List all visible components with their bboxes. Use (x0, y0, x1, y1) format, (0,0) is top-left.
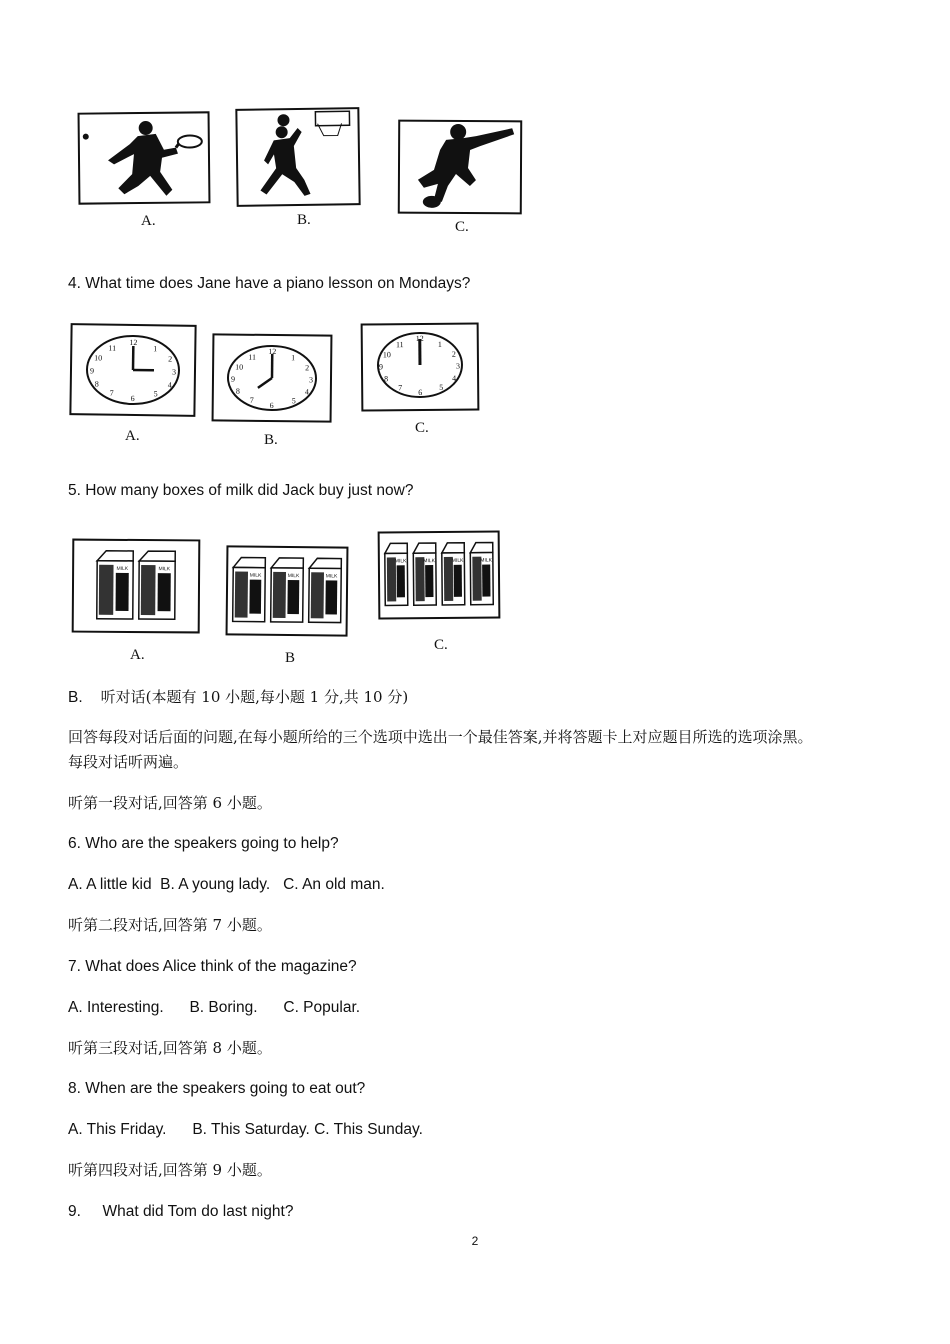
milk-carton-icon (97, 551, 133, 619)
q3-option-b-image (235, 107, 360, 207)
svg-text:7: 7 (109, 388, 114, 398)
q6-question: 6. Who are the speakers going to help? (68, 835, 339, 852)
svg-text:12: 12 (268, 346, 277, 357)
svg-text:2: 2 (168, 354, 173, 364)
svg-text:1: 1 (437, 339, 442, 349)
milk-carton-label: MILK (158, 566, 171, 573)
milk-carton-icon (271, 558, 304, 622)
clock-three-oclock-icon (71, 325, 194, 415)
svg-text:9: 9 (378, 362, 384, 372)
svg-text:10: 10 (235, 362, 244, 372)
section-b-heading (68, 687, 408, 708)
q3-caption-b: B. (297, 212, 311, 228)
svg-text:8: 8 (235, 386, 240, 396)
q7-question: 7. What does Alice think of the magazine? (68, 958, 357, 975)
q4-option-b-image (212, 333, 333, 422)
svg-text:5: 5 (291, 396, 296, 406)
svg-text:4: 4 (167, 380, 172, 390)
q5-caption-a: A. (130, 647, 145, 663)
svg-text:12: 12 (129, 337, 138, 348)
milk-carton-icon (233, 557, 266, 621)
svg-text:8: 8 (384, 374, 389, 384)
section-b-instructions-2: 每段对话听两遍。 (68, 753, 189, 771)
dialog-4-prompt: 听第四段对话,回答第 9 小题。 (68, 1161, 272, 1179)
tennis-player-icon (80, 113, 209, 202)
dialog-2-prompt: 听第二段对话,回答第 7 小题。 (68, 916, 272, 934)
clock-twelve-oclock-icon (363, 325, 478, 410)
q3-caption-a: A. (141, 213, 156, 229)
page-number: 2 (471, 1234, 479, 1248)
svg-text:4: 4 (304, 387, 309, 397)
milk-carton-label: MILK (287, 573, 300, 580)
milk-carton-icon (139, 551, 175, 619)
milk-carton-label: MILK (451, 557, 464, 564)
q5-option-c-image (378, 530, 501, 619)
milk-carton-label: MILK (480, 557, 492, 564)
milk-cartons-four-icon (380, 532, 499, 617)
milk-cartons-three-icon (228, 547, 347, 634)
q4-caption-c: C. (415, 420, 429, 436)
svg-text:7: 7 (249, 395, 254, 405)
milk-carton-icon (442, 543, 465, 605)
milk-cartons-two-icon (74, 541, 199, 632)
svg-text:5: 5 (153, 389, 158, 399)
section-b-instructions-1: 回答每段对话后面的问题,在每小题所给的三个选项中选出一个最佳答案,并将答题卡上对应题目所选的选项涂黑。 (68, 728, 813, 746)
milk-carton-icon (309, 558, 342, 622)
q3-caption-c: C. (455, 219, 469, 235)
q8-question: 8. When are the speakers going to eat out? (68, 1080, 366, 1097)
clock-eight-oclock-icon (214, 335, 331, 420)
svg-text:11: 11 (248, 352, 257, 362)
milk-carton-label: MILK (116, 565, 129, 572)
svg-text:11: 11 (395, 340, 404, 350)
svg-text:7: 7 (398, 383, 403, 393)
svg-text:3: 3 (455, 361, 461, 371)
q4-option-a-image (69, 323, 196, 417)
svg-text:9: 9 (89, 366, 95, 376)
svg-text:5: 5 (439, 382, 444, 392)
q7-options: A. Interesting. B. Boring. C. Popular. (68, 999, 361, 1016)
q4-question: 4. What time does Jane have a piano lesson on Mondays? (68, 275, 471, 292)
svg-text:10: 10 (382, 350, 391, 360)
svg-text:2: 2 (305, 363, 310, 373)
q3-option-c-image (398, 120, 522, 215)
svg-text:6: 6 (130, 393, 135, 404)
svg-text:10: 10 (94, 353, 103, 363)
svg-text:2: 2 (451, 349, 456, 359)
svg-text:6: 6 (418, 387, 423, 398)
q5-question: 5. How many boxes of milk did Jack buy just now? (68, 482, 414, 499)
svg-text:6: 6 (269, 400, 274, 411)
q5-caption-c: C. (434, 637, 448, 653)
svg-text:1: 1 (153, 344, 158, 354)
q5-option-a-image (72, 539, 201, 634)
milk-carton-icon (470, 543, 493, 605)
q3-option-a-image (78, 111, 211, 204)
q5-option-b-image (226, 545, 349, 636)
svg-text:9: 9 (230, 374, 236, 384)
svg-text:3: 3 (171, 367, 177, 377)
q8-options: A. This Friday. B. This Saturday. C. This Sunday. (68, 1121, 423, 1138)
svg-text:1: 1 (291, 353, 296, 363)
dialog-3-prompt: 听第三段对话,回答第 8 小题。 (68, 1039, 272, 1057)
section-b-title: 听对话(本题有 10 小题,每小题 1 分,共 10 分) (100, 688, 409, 706)
q4-option-c-image (361, 322, 480, 411)
basketball-player-icon (237, 109, 358, 205)
milk-carton-label: MILK (325, 573, 338, 580)
q4-caption-b: B. (264, 432, 278, 448)
q9-question: 9. What did Tom do last night? (68, 1203, 294, 1220)
milk-carton-icon (413, 543, 436, 605)
milk-carton-label: MILK (423, 558, 435, 565)
svg-text:3: 3 (308, 375, 314, 385)
svg-text:8: 8 (94, 379, 99, 389)
dialog-1-prompt: 听第一段对话,回答第 6 小题。 (68, 794, 272, 812)
svg-text:4: 4 (452, 373, 457, 383)
football-player-icon (400, 122, 520, 213)
svg-text:12: 12 (415, 333, 424, 344)
svg-text:11: 11 (108, 343, 117, 353)
milk-carton-icon (385, 543, 408, 605)
q4-caption-a: A. (125, 428, 140, 444)
q5-caption-b: B (285, 650, 296, 666)
q6-options: A. A little kid B. A young lady. C. An old man. (68, 876, 385, 893)
milk-carton-label: MILK (249, 572, 262, 579)
section-b-letter: B. (68, 689, 83, 706)
milk-carton-label: MILK (394, 558, 407, 565)
